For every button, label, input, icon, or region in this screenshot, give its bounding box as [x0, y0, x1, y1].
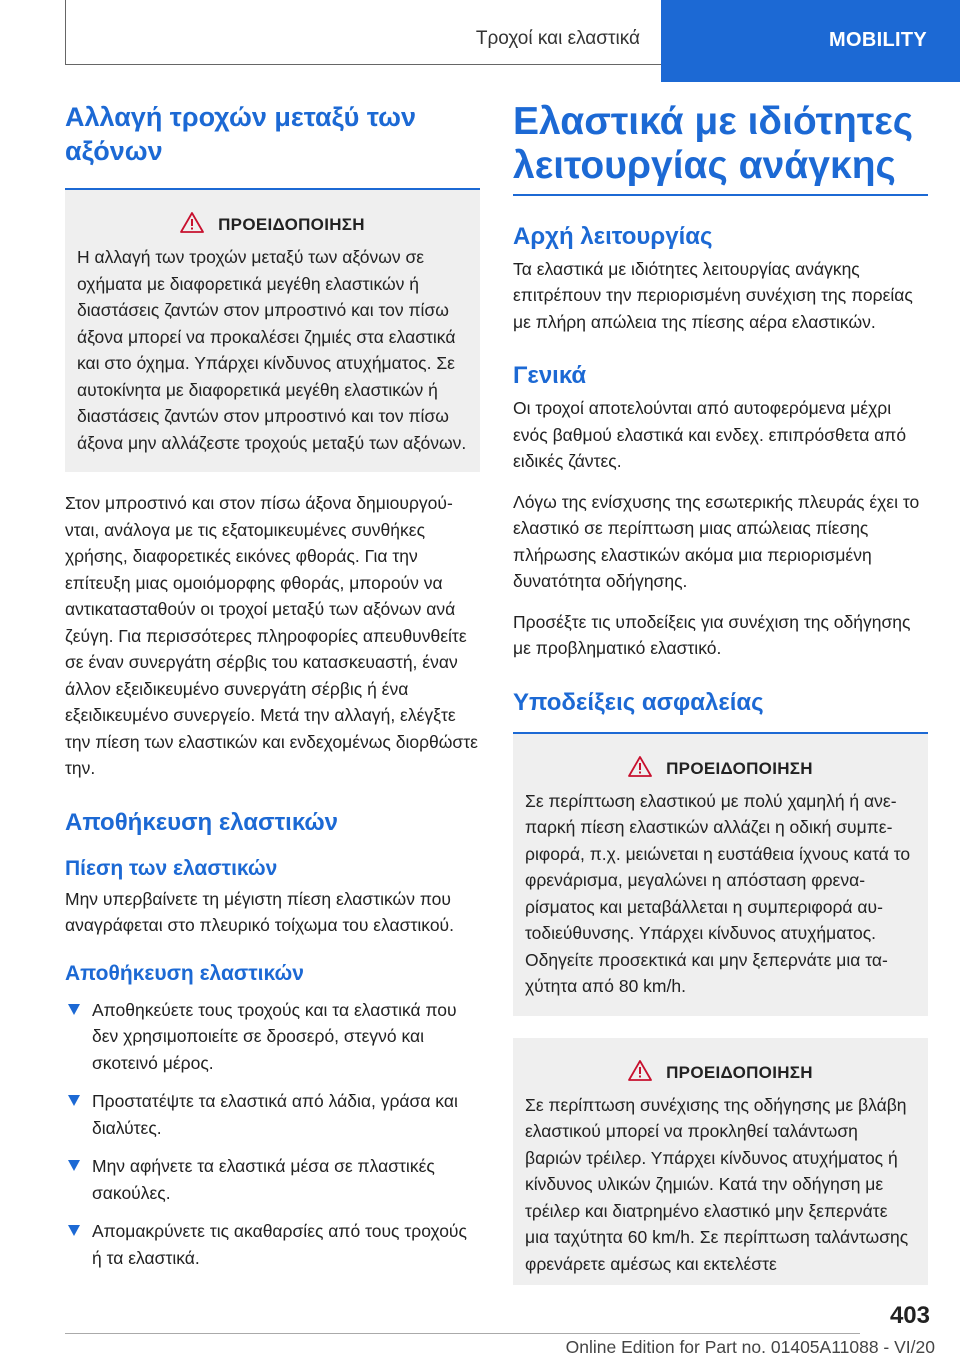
- heading-principle: Αρχή λειτουργίας: [513, 222, 713, 250]
- general-paragraph-3: Προσέξτε τις υποδείξεις για συνέχιση της οδήγησης με προβληματικό ελαστικό.: [513, 611, 911, 658]
- triangle-bullet-icon: [68, 1160, 80, 1171]
- warning-header: [77, 212, 468, 238]
- triangle-bullet-icon: [68, 1004, 80, 1015]
- warning-header: [525, 756, 916, 782]
- right-column: [513, 100, 928, 1285]
- warning-label: ΠΡΟΕΙΔΟΠΟΙΗΣΗ: [218, 215, 365, 234]
- list-item: Αποθηκεύετε τους τροχούς και τα ελαστικά που δεν χρησιμοποιείτε σε δροσερό, στεγνό και σκοτεινό μέρος.: [65, 997, 480, 1077]
- body-paragraph: Στον μπροστινό και στον πίσω άξονα δημιουργούνται, ανάλογα με τις εξατομικευμένες συνθήκες χρήσης, διαφορετικές εικόνες φθοράς. Για την επίτευξη μιας ομοιόμορφης φθοράς, μπορούν να αντικατασταθούν οι τροχοί μεταξύ των αξόνων ανά ζεύγη. Για περισσότερες πληροφορίες απευθυνθείτε σε έναν συνεργάτη σέρβις του κατασκευαστή, έναν άλλον εξειδικευμένο συνεργάτη σέρβις ή ένα εξειδικευμένο συνεργείο. Μετά την αλλαγή, ελέγξτε την πίεση των ελαστικών και ενδεχομένως διορθώστε την.: [65, 493, 478, 778]
- warning-text: Σε περίπτωση συνέχισης της οδήγησης με βλάβη ελαστικού μπορεί να προκληθεί ταλάντωση βαριών τρέιλερ. Υπάρχει κίνδυνος ατυχήματος ή κίνδυνος υλικών ζημιών. Κατά την οδήγηση με τρέιλερ και διατρημένο ελαστικό μην ξεπερνάτε μια ταχύτητα 60 km/h. Σε περίπτωση ταλάντωσης φρενάρετε αμέσως και εκτελέστε: [525, 1094, 909, 1274]
- list-item: Μην αφήνετε τα ελαστικά μέσα σε πλαστικές σακούλες.: [65, 1153, 480, 1206]
- heading-tire-storage: Αποθήκευση ελαστικών: [65, 808, 339, 836]
- section-rule: [513, 194, 928, 196]
- heading-safety: Υποδείξεις ασφαλείας: [513, 688, 764, 716]
- warning-triangle-icon: [628, 1060, 652, 1086]
- left-column: [65, 100, 480, 1283]
- section-title-runflat: Ελαστικά με ιδιότητες λειτουργίας ανάγκης: [513, 100, 914, 187]
- header-tab-mobility[interactable]: MOBILITY: [661, 0, 960, 82]
- heading-general: Γενικά: [513, 362, 587, 389]
- warning-box: [513, 734, 928, 1016]
- header-section-title: Τροχοί και ελαστικά: [475, 28, 640, 49]
- footer-rule: [65, 1333, 860, 1334]
- storage-list: [65, 997, 480, 1272]
- warning-label: ΠΡΟΕΙΔΟΠΟΙΗΣΗ: [666, 1062, 813, 1082]
- triangle-bullet-icon: [68, 1225, 80, 1236]
- header-rule: [65, 64, 661, 65]
- warning-text: Η αλλαγή των τροχών μεταξύ των αξόνων σε οχήματα με διαφορετικά μεγέθη ελαστικών ή διαστάσεις ζαντών στον μπροστινό και τον πίσω άξονα μπορεί να προκαλέσει ζημιές στα ελαστικά και στο όχημα. Υπάρχει κίνδυνος ατυχήματος. Σε αυτοκίνητα με διαφορετικά μεγέθη ελαστικών ή διαστάσεις ζαντών στον μπροστινό και τον πίσω άξονα μην αλλάζεστε τροχούς μεταξύ των αξόνων.: [77, 247, 467, 453]
- principle-paragraph: Τα ελαστικά με ιδιότητες λειτουργίας ανάγκης επιτρέπουν την περιορισμένη συνέχιση της πορείας με πλήρη απώλεια της πίεσης αέρα ελαστικών.: [513, 258, 913, 332]
- warning-box: [65, 190, 480, 472]
- header-rule-left: [65, 0, 66, 64]
- warning-triangle-icon: [628, 756, 652, 782]
- heading-storage-sub: Αποθήκευση ελαστικών: [65, 961, 304, 985]
- list-item: Απομακρύνετε τις ακαθαρσίες από τους τροχούς ή τα ελαστικά.: [65, 1218, 480, 1271]
- page-number: 403: [889, 1302, 930, 1329]
- general-paragraph-2: Λόγω της ενίσχυσης της εσωτερικής πλευράς έχει το ελαστικό σε περίπτωση μιας απώλειας πίεσης πλήρωσης ελαστικών ακόμα μια περιορισμένη δυνατότητα οδήγησης.: [513, 491, 920, 591]
- warning-triangle-icon: [180, 212, 204, 238]
- general-paragraph-1: Οι τροχοί αποτελούνται από αυτοφερόμενα μέχρι ενός βαθμού ελαστικά και ενδεχ. επιπρόσθετα από ειδικές ζάντες.: [513, 398, 907, 471]
- heading-tire-pressure: Πίεση των ελαστικών: [65, 856, 278, 880]
- list-item: Προστατέψτε τα ελαστικά από λάδια, γράσα και διαλύτες.: [65, 1088, 480, 1141]
- triangle-bullet-icon: [68, 1095, 80, 1106]
- footer-edition: Online Edition for Part no. 01405A11088 - VI/20: [565, 1337, 935, 1357]
- warning-box: [513, 1038, 928, 1286]
- warning-header: [525, 1060, 916, 1086]
- pressure-paragraph: Μην υπερβαίνετε τη μέγιστη πίεση ελαστικών που αναγράφεται στο πλευρικό τοίχωμα του ελαστικού.: [65, 888, 454, 935]
- warning-text: Σε περίπτωση ελαστικού με πολύ χαμηλή ή ανεπαρκή πίεση ελαστικών αλλάζει η οδική συμπεριφορά, π.χ. μειώνεται η ευστάθεια ίχνους κατά το φρενάρισμα, μεγαλώνει η απόσταση φρεναρίσματος και μεταβάλλεται η συμπεριφορά αυτοδιεύθυνσης. Υπάρχει κίνδυνος ατυχήματος. Οδηγείτε προσεκτικά και μην ξεπερνάτε μια ταχύτητα από 80 km/h.: [525, 790, 911, 996]
- section-title-wheel-rotation: Αλλαγή τροχών μεταξύ των αξόνων: [65, 102, 416, 166]
- warning-label: ΠΡΟΕΙΔΟΠΟΙΗΣΗ: [666, 758, 813, 778]
